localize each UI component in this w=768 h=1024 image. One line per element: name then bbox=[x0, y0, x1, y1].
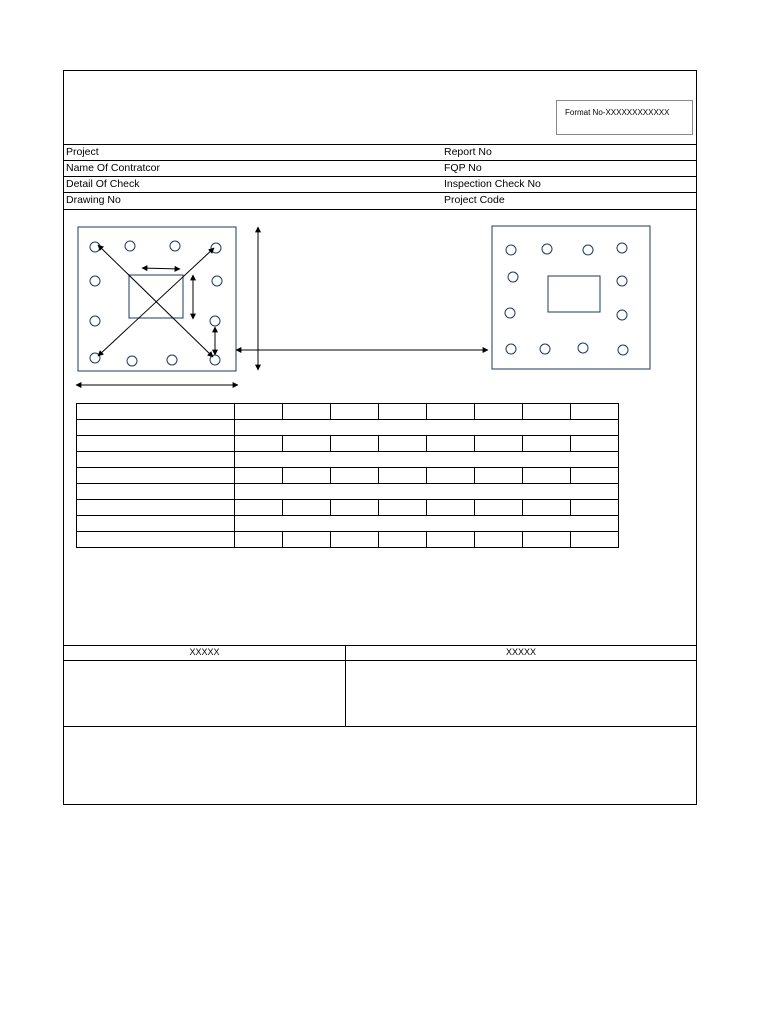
value-cell[interactable] bbox=[379, 468, 427, 484]
label-detail-of-check: Detail Of Check bbox=[66, 178, 140, 190]
value-cell[interactable] bbox=[283, 500, 331, 516]
value-cell[interactable] bbox=[475, 532, 523, 548]
merged-value-cell[interactable] bbox=[235, 420, 619, 436]
value-cell[interactable] bbox=[523, 436, 571, 452]
value-cell[interactable] bbox=[475, 404, 523, 420]
table-row bbox=[77, 468, 619, 484]
bar-circle bbox=[90, 276, 100, 286]
bar-circle bbox=[578, 343, 588, 353]
layout-sketch bbox=[64, 71, 696, 401]
bar-circle bbox=[617, 276, 627, 286]
bar-circle bbox=[542, 244, 552, 254]
signature-block-right bbox=[346, 645, 696, 726]
value-cell[interactable] bbox=[235, 436, 283, 452]
merged-value-cell[interactable] bbox=[235, 516, 619, 532]
bar-circle bbox=[618, 345, 628, 355]
left-pedestal-outline bbox=[129, 275, 183, 318]
value-cell[interactable] bbox=[523, 532, 571, 548]
bar-circle bbox=[508, 272, 518, 282]
left-footing-sketch bbox=[76, 227, 488, 385]
table-row bbox=[77, 452, 619, 468]
bar-circle bbox=[90, 242, 100, 252]
row-label-cell[interactable] bbox=[77, 532, 235, 548]
value-cell[interactable] bbox=[283, 404, 331, 420]
merged-value-cell[interactable] bbox=[235, 484, 619, 500]
value-cell[interactable] bbox=[379, 404, 427, 420]
value-cell[interactable] bbox=[283, 468, 331, 484]
bar-circle bbox=[210, 316, 220, 326]
inspection-form bbox=[63, 70, 697, 805]
right-bar-circles bbox=[505, 243, 628, 355]
row-label-cell[interactable] bbox=[77, 404, 235, 420]
label-inspection-check-no: Inspection Check No bbox=[444, 178, 541, 190]
bar-circle bbox=[125, 241, 135, 251]
value-cell[interactable] bbox=[235, 532, 283, 548]
value-cell[interactable] bbox=[331, 404, 379, 420]
value-cell[interactable] bbox=[571, 436, 619, 452]
bar-circle bbox=[211, 243, 221, 253]
value-cell[interactable] bbox=[283, 436, 331, 452]
value-cell[interactable] bbox=[331, 436, 379, 452]
value-cell[interactable] bbox=[571, 404, 619, 420]
value-cell[interactable] bbox=[523, 404, 571, 420]
diagonal-arrow bbox=[98, 248, 214, 356]
table-row bbox=[77, 420, 619, 436]
value-cell[interactable] bbox=[427, 404, 475, 420]
table-row bbox=[77, 500, 619, 516]
bar-circle bbox=[210, 355, 220, 365]
label-report-no: Report No bbox=[444, 146, 492, 158]
value-cell[interactable] bbox=[283, 532, 331, 548]
row-label-cell[interactable] bbox=[77, 484, 235, 500]
value-cell[interactable] bbox=[235, 404, 283, 420]
label-project: Project bbox=[66, 146, 99, 158]
table-row bbox=[77, 436, 619, 452]
bar-circle bbox=[617, 310, 627, 320]
spacing-arrow bbox=[142, 268, 180, 269]
label-fqp-no: FQP No bbox=[444, 162, 482, 174]
value-cell[interactable] bbox=[571, 468, 619, 484]
measurement-table bbox=[76, 403, 619, 548]
bar-circle bbox=[506, 344, 516, 354]
table-row bbox=[77, 516, 619, 532]
bar-circle bbox=[170, 241, 180, 251]
bar-circle bbox=[167, 355, 177, 365]
value-cell[interactable] bbox=[379, 532, 427, 548]
table-row bbox=[77, 484, 619, 500]
value-cell[interactable] bbox=[427, 436, 475, 452]
bar-circle bbox=[127, 356, 137, 366]
merged-value-cell[interactable] bbox=[235, 452, 619, 468]
value-cell[interactable] bbox=[331, 532, 379, 548]
value-cell[interactable] bbox=[235, 468, 283, 484]
bar-circle bbox=[505, 308, 515, 318]
value-cell[interactable] bbox=[331, 500, 379, 516]
row-label-cell[interactable] bbox=[77, 420, 235, 436]
value-cell[interactable] bbox=[427, 500, 475, 516]
value-cell[interactable] bbox=[571, 532, 619, 548]
bar-circle bbox=[540, 344, 550, 354]
label-drawing-no: Drawing No bbox=[66, 194, 121, 206]
value-cell[interactable] bbox=[475, 500, 523, 516]
row-label-cell[interactable] bbox=[77, 436, 235, 452]
value-cell[interactable] bbox=[379, 436, 427, 452]
left-dimension-arrows bbox=[76, 227, 488, 385]
bar-circle bbox=[212, 276, 222, 286]
table-row bbox=[77, 532, 619, 548]
signature-label-left: XXXXX bbox=[64, 645, 345, 661]
value-cell[interactable] bbox=[235, 500, 283, 516]
signature-block-left bbox=[64, 645, 345, 726]
label-project-code: Project Code bbox=[444, 194, 505, 206]
bar-circle bbox=[506, 245, 516, 255]
value-cell[interactable] bbox=[427, 468, 475, 484]
row-label-cell[interactable] bbox=[77, 468, 235, 484]
bar-circle bbox=[90, 353, 100, 363]
left-bar-circles bbox=[90, 241, 222, 366]
format-number: Format No-XXXXXXXXXXXX bbox=[565, 108, 670, 117]
value-cell[interactable] bbox=[331, 468, 379, 484]
value-cell[interactable] bbox=[523, 468, 571, 484]
remarks-area bbox=[64, 727, 696, 804]
value-cell[interactable] bbox=[475, 468, 523, 484]
bar-circle bbox=[583, 245, 593, 255]
signature-label-right: XXXXX bbox=[346, 645, 696, 661]
bar-circle bbox=[617, 243, 627, 253]
value-cell[interactable] bbox=[523, 500, 571, 516]
value-cell[interactable] bbox=[427, 532, 475, 548]
table-row bbox=[77, 404, 619, 420]
value-cell[interactable] bbox=[475, 436, 523, 452]
label-contractor: Name Of Contratcor bbox=[66, 162, 160, 174]
value-cell[interactable] bbox=[571, 500, 619, 516]
value-cell[interactable] bbox=[379, 500, 427, 516]
bar-circle bbox=[90, 316, 100, 326]
right-footing-sketch bbox=[492, 226, 650, 369]
row-label-cell[interactable] bbox=[77, 452, 235, 468]
row-label-cell[interactable] bbox=[77, 516, 235, 532]
right-pedestal-outline bbox=[548, 276, 600, 312]
row-label-cell[interactable] bbox=[77, 500, 235, 516]
